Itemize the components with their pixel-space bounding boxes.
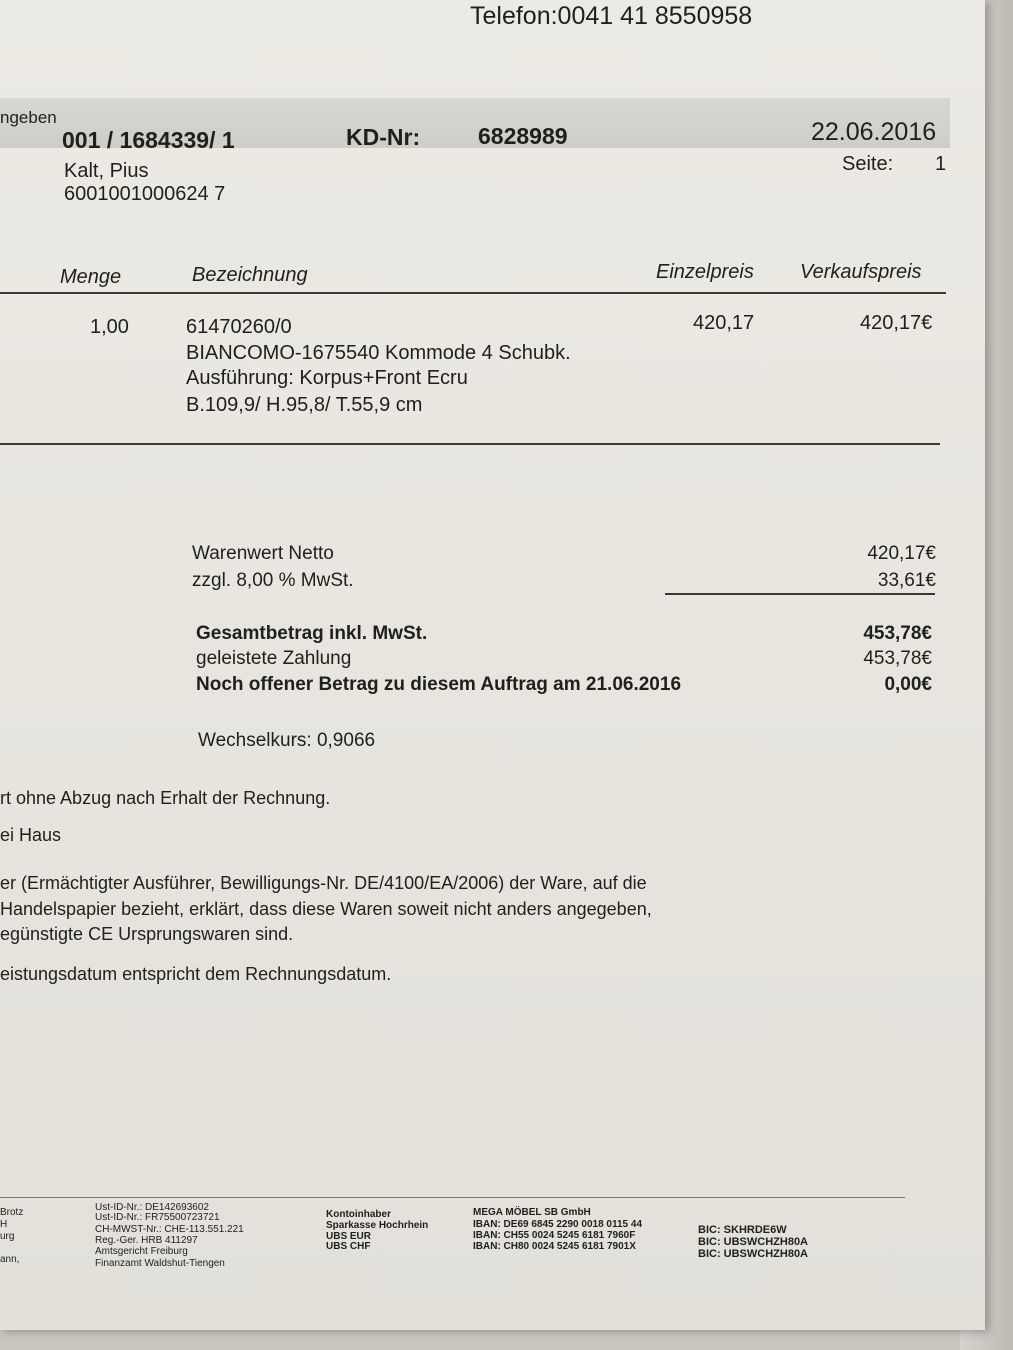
sum-rule [665, 593, 935, 595]
col-header-menge: Menge [60, 266, 122, 288]
wechselkurs: Wechselkurs: 0,9066 [198, 730, 376, 751]
mwst-value: 33,61€ [877, 570, 936, 591]
gesamt-value: 453,78€ [863, 623, 932, 644]
offen-value: 0,00€ [884, 674, 932, 695]
col-header-bezeichnung: Bezeichnung [192, 264, 308, 286]
kd-label: KD-Nr: [346, 124, 421, 150]
kd-value: 6828989 [478, 123, 568, 149]
netto-label: Warenwert Netto [192, 543, 334, 564]
row-verkaufspreis: 420,17€ [860, 312, 933, 334]
row-menge: 1,00 [90, 316, 129, 338]
row-dimensions: B.109,9/ H.95,8/ T.55,9 cm [186, 394, 423, 416]
row-article-number: 61470260/0 [186, 316, 292, 338]
footer-tax-4: Reg.-Ger. HRB 411297 [95, 1235, 198, 1246]
col-header-einzelpreis: Einzelpreis [656, 261, 754, 283]
footer-tax-5: Amtsgericht Freiburg [95, 1246, 188, 1257]
footer-tax-2: Ust-ID-Nr.: FR75500723721 [95, 1212, 220, 1223]
zahlung-label: geleistete Zahlung [196, 648, 352, 669]
footer-rule [0, 1197, 905, 1198]
footer-tax-6: Finanzamt Waldshut-Tiengen [95, 1258, 225, 1269]
order-number: 001 / 1684339/ 1 [62, 127, 235, 153]
terms-line-3: er (Ermächtigter Ausführer, Bewilligungs-Nr. DE/4100/EA/2006) der Ware, auf die [0, 873, 647, 893]
angeben-fragment: ngeben [0, 108, 57, 127]
page-value: 1 [935, 153, 947, 175]
footer-bic-2: BIC: UBSWCHZH80A [698, 1236, 808, 1248]
netto-value: 420,17€ [867, 543, 936, 564]
row-einzelpreis: 420,17 [693, 312, 755, 334]
invoice-date: 22.06.2016 [811, 118, 937, 146]
footer-left-4: ann, [0, 1254, 20, 1265]
mwst-label: zzgl. 8,00 % MwSt. [192, 570, 354, 591]
table-bottom-rule [0, 443, 940, 445]
terms-line-1: rt ohne Abzug nach Erhalt der Rechnung. [0, 788, 331, 808]
footer-bank-1: Kontoinhaber [326, 1209, 391, 1220]
phone-number: Telefon:0041 41 8550958 [470, 2, 753, 30]
footer-bank-4: UBS CHF [326, 1241, 371, 1252]
footer-iban-1: MEGA MÖBEL SB GmbH [473, 1207, 591, 1218]
footer-left-3: urg [0, 1231, 15, 1242]
row-ausfuehrung: Ausführung: Korpus+Front Ecru [186, 367, 468, 389]
footer-left-2: H [0, 1219, 8, 1230]
terms-line-4: Handelspapier bezieht, erklärt, dass diese Waren soweit nicht anders angegeben, [0, 899, 652, 919]
footer-left-1: Brotz [0, 1207, 24, 1218]
row-description: BIANCOMO-1675540 Kommode 4 Schubk. [186, 342, 571, 364]
zahlung-value: 453,78€ [863, 648, 932, 669]
header-rule [0, 292, 946, 294]
footer-iban-3: IBAN: CH55 0024 5245 6181 7960F [473, 1230, 636, 1241]
terms-line-2: ei Haus [0, 825, 62, 845]
customer-number: 6001001000624 7 [64, 183, 226, 205]
footer-bank-3: UBS EUR [326, 1231, 372, 1242]
offen-label: Noch offener Betrag zu diesem Auftrag am 21.06.2016 [196, 674, 682, 695]
footer-bank-2: Sparkasse Hochrhein [326, 1220, 429, 1231]
footer-iban-4: IBAN: CH80 0024 5245 6181 7901X [473, 1241, 636, 1252]
footer-bic-3: BIC: UBSWCHZH80A [698, 1248, 808, 1260]
footer-iban-2: IBAN: DE69 6845 2290 0018 0115 44 [473, 1219, 643, 1230]
footer-tax-3: CH-MWST-Nr.: CHE-113.551.221 [95, 1224, 244, 1235]
page-label: Seite: [842, 153, 894, 175]
col-header-verkaufspreis: Verkaufspreis [800, 261, 922, 283]
terms-line-5: egünstigte CE Ursprungswaren sind. [0, 924, 294, 944]
footer-tax-1: Ust-ID-Nr.: DE142693602 [95, 1202, 209, 1213]
terms-line-6: eistungsdatum entspricht dem Rechnungsdatum. [0, 964, 392, 984]
gesamt-label: Gesamtbetrag inkl. MwSt. [196, 623, 428, 644]
customer-name: Kalt, Pius [64, 160, 149, 182]
footer-bic-1: BIC: SKHRDE6W [698, 1224, 787, 1236]
